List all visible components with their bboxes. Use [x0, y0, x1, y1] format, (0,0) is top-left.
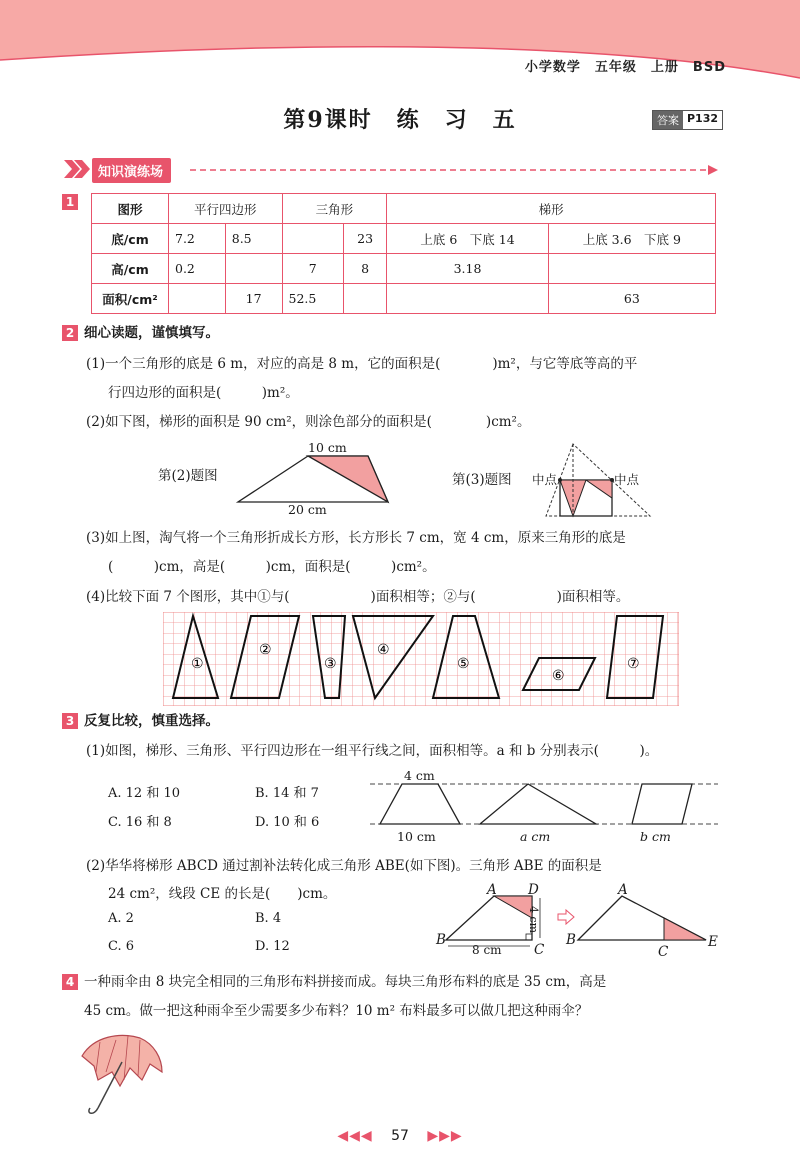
page-arrow-left-icon: ◀◀◀: [337, 1128, 373, 1144]
q4-line1: 一种雨伞由 8 块完全相同的三角形布料拼接而成。每块三角形布料的底是 35 cm，高是: [84, 974, 607, 990]
umbrella-icon: [76, 1028, 166, 1118]
table-cell: 63: [548, 284, 715, 314]
series-label: 小学数学 五年级 上册 BSD: [524, 60, 726, 75]
fig-point-b-right: B: [566, 932, 576, 948]
fig-point-d: D: [528, 882, 539, 898]
q3-2-option-a[interactable]: A. 2: [108, 911, 134, 926]
fig3-midpoint-left: 中点: [532, 472, 558, 487]
q3-option-a[interactable]: A. 12 和 10: [108, 786, 181, 801]
fig-point-c-left: C: [534, 942, 545, 958]
grid-label-7: ⑦: [627, 656, 640, 672]
q2-intro: 细心读题，谨慎填写。: [84, 325, 219, 341]
section-banner: 知识演练场: [92, 158, 171, 183]
question-number-2: 2: [62, 325, 78, 341]
fig-q3-base-1: 10 cm: [397, 829, 436, 844]
q4-line2: 45 cm。做一把这种雨伞至少需要多少布料？10 m² 布料最多可以做几把这种雨伞？: [84, 1003, 589, 1019]
banner-chevron-icon: [62, 156, 92, 182]
q2-sub1-line2: 行四边形的面积是( )m²。: [108, 385, 299, 401]
table-cell: 7: [282, 254, 343, 284]
fig-q3-base-3: b cm: [640, 829, 671, 844]
fig-q3-top-length: 4 cm: [404, 768, 435, 783]
fig-point-b-left: B: [436, 932, 446, 948]
table-header: 三角形: [282, 194, 387, 224]
table-cell: 23: [343, 224, 386, 254]
banner-dashed-line: [190, 163, 720, 177]
q3-2-option-d[interactable]: D. 12: [255, 939, 290, 954]
row-label: 面积/cm²: [92, 284, 169, 314]
q3-2-option-c[interactable]: C. 6: [108, 939, 135, 954]
q2-sub2: (2)如下图，梯形的面积是 90 cm²，则涂色部分的面积是( )cm²。: [86, 414, 531, 430]
table-cell: [225, 254, 282, 284]
page-title: 第9课时 练 习 五: [283, 107, 517, 133]
q3-option-d[interactable]: D. 10 和 6: [255, 815, 320, 830]
q3-intro: 反复比较，慎重选择。: [84, 713, 219, 729]
answer-reference: [652, 110, 723, 130]
fig3-label: 第(3)题图: [452, 472, 512, 488]
grid-label-5: ⑤: [457, 656, 470, 672]
fig-point-e: E: [708, 934, 718, 950]
question-number-4: 4: [62, 974, 78, 990]
grid-label-6: ⑥: [552, 668, 565, 684]
table-cell: [343, 284, 386, 314]
table-cell: [387, 284, 548, 314]
table-cell: 8: [343, 254, 386, 284]
folded-triangle-figure: [540, 438, 660, 520]
page-arrow-right-icon: ▶▶▶: [427, 1128, 463, 1144]
question-number-1: 1: [62, 194, 78, 210]
q3-sub2-line2: 24 cm²，线段 CE 的长是( )cm。: [108, 886, 337, 902]
fig-point-a-left: A: [487, 882, 497, 898]
table-header: 平行四边形: [169, 194, 283, 224]
question-number-3: 3: [62, 713, 78, 729]
table-cell: [548, 254, 715, 284]
q3-sub2-line1: (2)华华将梯形 ABCD 通过割补法转化成三角形 ABE(如下图)。三角形 ABE 的面积是: [86, 858, 602, 874]
table-cell: 上底 6 下底 14: [387, 224, 548, 254]
q2-sub4: (4)比较下面 7 个图形，其中①与( )面积相等；②与( )面积相等。: [86, 589, 630, 605]
q3-option-c[interactable]: C. 16 和 8: [108, 815, 172, 830]
q2-sub1-part-b: )m²，与它等底等高的平: [492, 356, 638, 372]
grid-label-3: ③: [324, 656, 337, 672]
row-label: 高/cm: [92, 254, 169, 284]
table-cell: 7.2: [169, 224, 226, 254]
grid-label-1: ①: [191, 656, 204, 672]
q3-sub1: (1)如图，梯形、三角形、平行四边形在一组平行线之间，面积相等。a 和 b 分别表示( )。: [86, 743, 659, 759]
table-cell: 17: [225, 284, 282, 314]
q3-option-b[interactable]: B. 14 和 7: [255, 786, 319, 801]
fig-q3-base-2: a cm: [520, 829, 551, 844]
table-cell: 0.2: [169, 254, 226, 284]
grid-label-2: ②: [259, 642, 272, 658]
table-cell: 上底 3.6 下底 9: [548, 224, 715, 254]
fig2-bottom-length: 20 cm: [288, 502, 327, 517]
fig-height-length: 4 cm: [527, 906, 540, 934]
header-band: [0, 0, 800, 90]
table-cell: [169, 284, 226, 314]
fig-point-c-right: C: [658, 944, 669, 960]
q3-2-option-b[interactable]: B. 4: [255, 911, 282, 926]
area-table: [91, 193, 716, 314]
table-cell: 52.5: [282, 284, 343, 314]
table-cell: 8.5: [225, 224, 282, 254]
q2-sub1-part-a: (1)一个三角形的底是 6 m，对应的高是 8 m，它的面积是(: [86, 356, 441, 372]
page-number: [0, 1128, 800, 1144]
fig3-midpoint-right: 中点: [614, 472, 640, 487]
answer-label: 答案: [653, 111, 683, 129]
q2-sub3-line1: (3)如上图，淘气将一个三角形折成长方形，长方形长 7 cm，宽 4 cm，原来三角形的底是: [86, 530, 626, 546]
table-header: 图形: [92, 194, 169, 224]
fig-base-length: 8 cm: [472, 943, 502, 957]
shape-grid: [163, 612, 679, 706]
answer-page: P132: [687, 112, 719, 125]
page-number-value: 57: [391, 1128, 409, 1144]
q2-sub1-line1: [86, 354, 637, 374]
fig2-label: 第(2)题图: [158, 468, 218, 484]
table-cell: [282, 224, 343, 254]
fig2-top-length: 10 cm: [308, 440, 347, 455]
q2-sub3-line2: ( )cm，高是( )cm，面积是( )cm²。: [108, 559, 436, 575]
grid-label-4: ④: [377, 642, 390, 658]
table-cell: 3.18: [387, 254, 548, 284]
row-label: 底/cm: [92, 224, 169, 254]
fig-point-a-right: A: [618, 882, 628, 898]
table-header: 梯形: [387, 194, 716, 224]
